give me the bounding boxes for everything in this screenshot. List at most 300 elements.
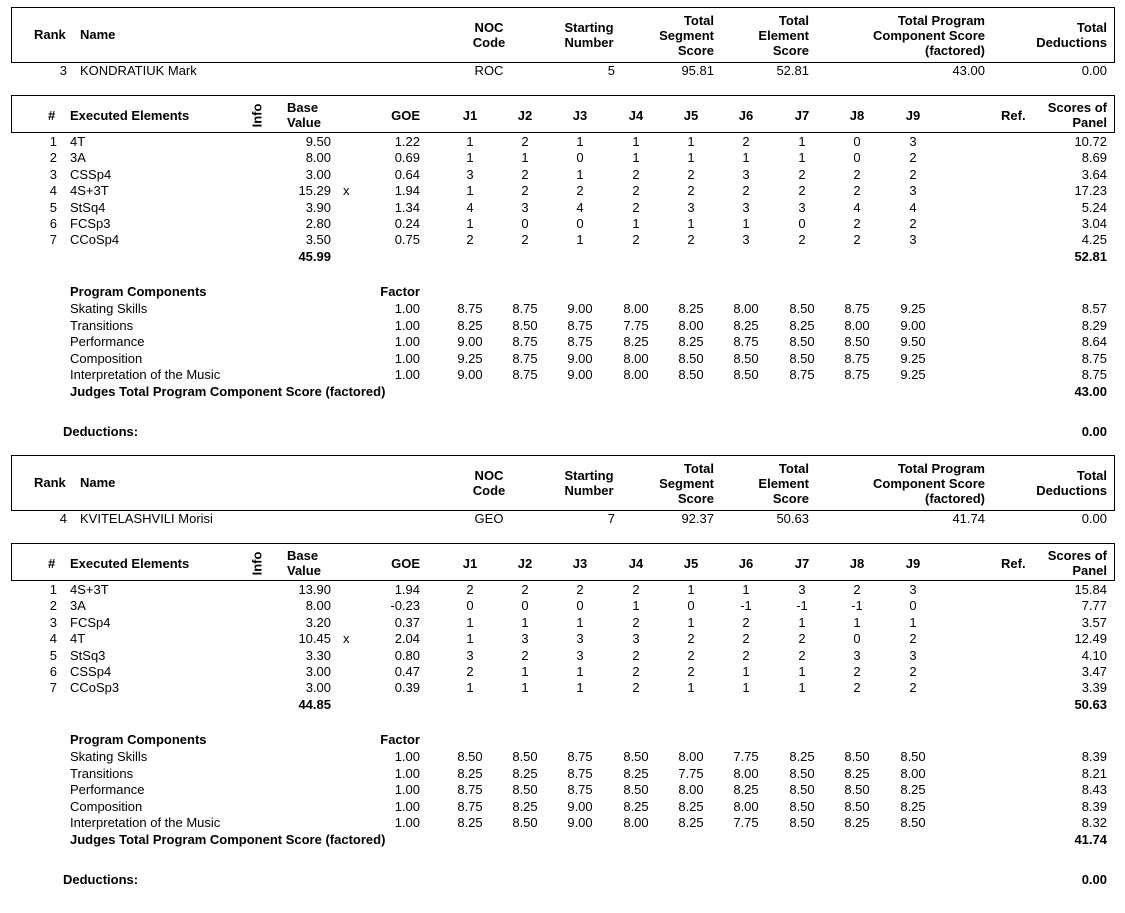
judge-header-1: J1 <box>462 108 478 123</box>
deductions-label: Deductions: <box>63 872 139 887</box>
deductions-value: 0.00 <box>1081 872 1107 887</box>
panel-header-2: Panel <box>1072 115 1107 130</box>
element-judge-8: 1 <box>853 614 861 630</box>
element-code: FCSp4 <box>70 614 111 630</box>
component-name: Skating Skills <box>70 749 148 764</box>
element-judge-9: 2 <box>909 680 917 696</box>
ded-header-1: Total <box>1076 20 1107 35</box>
tss-header-1: Total <box>683 13 714 28</box>
element-judge-2: 2 <box>521 232 529 248</box>
element-code: StSq4 <box>70 199 106 215</box>
factor-header: Factor <box>380 284 420 299</box>
element-judge-2: 0 <box>521 598 529 614</box>
element-judge-2: 1 <box>521 150 529 166</box>
element-code: StSq3 <box>70 647 106 663</box>
element-goe: 0.64 <box>394 166 420 182</box>
element-base-value: 8.00 <box>305 598 331 614</box>
element-judge-4: 2 <box>632 664 640 679</box>
start-header-1: Starting <box>564 468 614 483</box>
component-factor: 1.00 <box>394 749 420 764</box>
ref-header: Ref. <box>1001 556 1026 571</box>
element-goe: 0.37 <box>394 614 420 630</box>
element-judge-5: 2 <box>687 183 695 199</box>
element-panel-score: 3.04 <box>1081 216 1107 231</box>
judge-header-2: J2 <box>517 108 533 123</box>
component-judge-9: 8.50 <box>900 749 926 764</box>
element-code: 4S+3T <box>70 582 109 597</box>
element-base-value: 3.50 <box>305 232 331 248</box>
element-judge-5: 1 <box>687 680 695 696</box>
skater-start: 5 <box>607 63 615 78</box>
element-judge-2: 2 <box>521 134 529 149</box>
element-judge-9: 3 <box>909 134 917 149</box>
element-judge-4: 2 <box>632 232 640 248</box>
element-judge-5: 3 <box>687 199 695 215</box>
executed-header: Executed Elements <box>70 108 190 123</box>
judge-header-6: J6 <box>738 108 754 123</box>
element-number: 6 <box>49 664 57 679</box>
component-name: Transitions <box>70 765 134 781</box>
element-judge-6: -1 <box>740 598 752 614</box>
pc-title: Program Components <box>70 732 207 747</box>
component-judge-1: 8.25 <box>457 317 483 333</box>
noc-header-1: NOC <box>474 20 504 35</box>
element-panel-score: 17.23 <box>1074 183 1107 199</box>
rank-header: Rank <box>34 27 66 42</box>
component-judge-2: 8.75 <box>512 334 538 349</box>
element-judge-9: 2 <box>909 631 917 647</box>
pcs-header-2: Component Score <box>873 476 985 491</box>
component-judge-4: 8.50 <box>623 782 649 797</box>
factor-header: Factor <box>380 732 420 747</box>
tss-header-1: Total <box>683 461 714 476</box>
name-header: Name <box>80 27 116 42</box>
component-factor: 1.00 <box>394 782 420 797</box>
element-judge-8: 2 <box>853 680 861 696</box>
element-judge-9: 2 <box>909 166 917 182</box>
element-judge-2: 2 <box>521 582 529 597</box>
component-judge-8: 8.75 <box>844 350 870 366</box>
tss-header-3: Score <box>677 43 714 58</box>
element-judge-1: 2 <box>466 664 474 679</box>
element-goe: 1.22 <box>394 134 420 149</box>
element-code: CSSp4 <box>70 166 112 182</box>
element-code: CCoSp4 <box>70 232 120 248</box>
component-panel-score: 8.75 <box>1081 367 1107 382</box>
element-judge-9: 2 <box>909 216 917 231</box>
base-header-1: Base <box>287 100 319 115</box>
component-judge-6: 8.25 <box>733 317 759 333</box>
component-judge-8: 8.75 <box>844 301 870 316</box>
element-goe: 0.69 <box>394 150 420 166</box>
element-judge-7: 1 <box>798 150 806 166</box>
element-judge-4: 2 <box>632 199 640 215</box>
element-base-value: 3.00 <box>305 166 331 182</box>
component-judge-1: 9.25 <box>457 350 483 366</box>
judge-header-3: J3 <box>572 556 588 571</box>
component-judge-7: 8.50 <box>789 815 815 830</box>
element-judge-7: 2 <box>798 183 806 199</box>
element-judge-8: 2 <box>853 232 861 248</box>
element-judge-7: 0 <box>798 216 806 231</box>
judge-header-5: J5 <box>683 556 699 571</box>
component-judge-2: 8.50 <box>512 749 538 764</box>
pc-title: Program Components <box>70 284 207 299</box>
element-judge-8: 0 <box>853 631 861 647</box>
noc-header-2: Code <box>472 35 506 50</box>
element-code: 4T <box>70 134 86 149</box>
skater-tes: 52.81 <box>776 63 809 78</box>
element-judge-6: 2 <box>742 134 750 149</box>
component-judge-6: 8.50 <box>733 350 759 366</box>
component-judge-9: 9.25 <box>900 301 926 316</box>
elements-total: 50.63 <box>1074 697 1107 712</box>
component-judge-8: 8.00 <box>844 317 870 333</box>
component-judge-1: 9.00 <box>457 367 483 382</box>
component-factor: 1.00 <box>394 815 420 830</box>
element-judge-3: 1 <box>576 680 584 696</box>
element-judge-3: 3 <box>576 631 584 647</box>
skater-rank: 4 <box>59 511 67 526</box>
element-code: 3A <box>70 150 86 166</box>
component-judge-4: 8.00 <box>623 350 649 366</box>
pcs-total: 41.74 <box>1074 832 1107 847</box>
element-base-value: 3.00 <box>305 680 331 696</box>
start-header-2: Number <box>564 483 614 498</box>
element-judge-3: 2 <box>576 183 584 199</box>
component-judge-7: 8.50 <box>789 798 815 814</box>
judge-header-7: J7 <box>794 556 810 571</box>
element-code: 4T <box>70 631 86 647</box>
element-judge-7: 2 <box>798 232 806 248</box>
component-judge-6: 7.75 <box>733 815 759 830</box>
element-number: 3 <box>49 614 57 630</box>
element-judge-1: 1 <box>466 150 474 166</box>
element-base-value: 2.80 <box>305 216 331 231</box>
element-judge-2: 3 <box>521 631 529 647</box>
element-number: 1 <box>49 134 57 149</box>
component-name: Performance <box>70 334 145 349</box>
element-judge-4: 1 <box>632 150 640 166</box>
component-judge-2: 8.25 <box>512 765 538 781</box>
element-judge-9: 3 <box>909 232 917 248</box>
panel-header-1: Scores of <box>1047 100 1107 115</box>
ded-header-2: Deductions <box>1036 483 1107 498</box>
element-judge-1: 1 <box>466 680 474 696</box>
skater-noc: GEO <box>474 511 504 526</box>
element-panel-score: 4.10 <box>1081 647 1107 663</box>
num-header: # <box>48 108 56 123</box>
component-judge-3: 9.00 <box>567 301 593 316</box>
element-judge-3: 3 <box>576 647 584 663</box>
component-judge-5: 8.00 <box>678 749 704 764</box>
element-judge-2: 1 <box>521 680 529 696</box>
element-judge-6: 1 <box>742 216 750 231</box>
element-judge-3: 1 <box>576 664 584 679</box>
element-x-flag: x <box>343 183 350 199</box>
judge-header-7: J7 <box>794 108 810 123</box>
element-panel-score: 10.72 <box>1074 134 1107 149</box>
component-judge-3: 8.75 <box>567 765 593 781</box>
component-judge-4: 8.25 <box>623 798 649 814</box>
skater-rank: 3 <box>59 63 67 78</box>
pcs-header-2: Component Score <box>873 28 985 43</box>
component-judge-9: 8.50 <box>900 815 926 830</box>
element-judge-4: 2 <box>632 166 640 182</box>
info-header: Info <box>249 103 265 128</box>
element-panel-score: 15.84 <box>1074 582 1107 597</box>
start-header-1: Starting <box>564 20 614 35</box>
component-judge-4: 7.75 <box>623 317 649 333</box>
component-name: Composition <box>70 350 143 366</box>
element-judge-5: 1 <box>687 614 695 630</box>
component-judge-7: 8.75 <box>789 367 815 382</box>
element-judge-8: 2 <box>853 166 861 182</box>
element-number: 2 <box>49 150 57 166</box>
component-judge-2: 8.50 <box>512 317 538 333</box>
element-judge-3: 1 <box>576 166 584 182</box>
element-base-value: 9.50 <box>305 134 331 149</box>
element-judge-3: 0 <box>576 216 584 231</box>
element-panel-score: 5.24 <box>1081 199 1107 215</box>
component-judge-1: 8.50 <box>457 749 483 764</box>
element-goe: 0.24 <box>394 216 420 231</box>
skater-ded: 0.00 <box>1081 63 1107 78</box>
component-panel-score: 8.39 <box>1081 798 1107 814</box>
component-judge-6: 8.75 <box>733 334 759 349</box>
component-judge-7: 8.50 <box>789 765 815 781</box>
component-judge-9: 8.00 <box>900 765 926 781</box>
component-panel-score: 8.39 <box>1081 749 1107 764</box>
goe-header: GOE <box>391 108 420 123</box>
element-judge-8: 0 <box>853 134 861 149</box>
component-judge-7: 8.50 <box>789 782 815 797</box>
component-judge-6: 8.00 <box>733 301 759 316</box>
element-panel-score: 7.77 <box>1081 598 1107 614</box>
element-code: 4S+3T <box>70 183 109 199</box>
component-judge-8: 8.75 <box>844 367 870 382</box>
element-judge-1: 0 <box>466 598 474 614</box>
component-panel-score: 8.32 <box>1081 815 1107 830</box>
component-panel-score: 8.43 <box>1081 782 1107 797</box>
panel-header-2: Panel <box>1072 563 1107 578</box>
element-judge-5: 2 <box>687 631 695 647</box>
component-judge-1: 8.75 <box>457 798 483 814</box>
component-panel-score: 8.57 <box>1081 301 1107 316</box>
element-judge-6: 1 <box>742 680 750 696</box>
component-judge-3: 9.00 <box>567 815 593 830</box>
element-number: 7 <box>49 232 57 248</box>
start-header-2: Number <box>564 35 614 50</box>
tes-header-3: Score <box>772 43 809 58</box>
component-factor: 1.00 <box>394 765 420 781</box>
component-judge-1: 8.25 <box>457 765 483 781</box>
tes-header-1: Total <box>778 461 809 476</box>
element-judge-7: 1 <box>798 664 806 679</box>
skater-pcs: 43.00 <box>952 63 985 78</box>
element-judge-5: 1 <box>687 216 695 231</box>
element-code: CSSp4 <box>70 664 112 679</box>
skater-ded: 0.00 <box>1081 511 1107 526</box>
element-judge-1: 1 <box>466 614 474 630</box>
pcs-header-3: (factored) <box>925 491 985 506</box>
component-panel-score: 8.21 <box>1081 765 1107 781</box>
deductions-label: Deductions: <box>63 424 139 439</box>
tss-header-2: Segment <box>659 476 714 491</box>
element-number: 4 <box>49 183 57 199</box>
skater-start: 7 <box>607 511 615 526</box>
element-judge-6: 2 <box>742 614 750 630</box>
base-total: 44.85 <box>298 697 331 712</box>
skater-name: KVITELASHVILI Morisi <box>80 511 213 526</box>
component-name: Interpretation of the Music <box>70 367 221 382</box>
component-judge-8: 8.25 <box>844 815 870 830</box>
component-judge-5: 8.25 <box>678 301 704 316</box>
element-judge-1: 2 <box>466 232 474 248</box>
component-factor: 1.00 <box>394 798 420 814</box>
element-panel-score: 3.57 <box>1081 614 1107 630</box>
element-judge-9: 2 <box>909 664 917 679</box>
component-judge-7: 8.50 <box>789 301 815 316</box>
element-judge-2: 1 <box>521 664 529 679</box>
element-judge-2: 1 <box>521 614 529 630</box>
element-panel-score: 3.47 <box>1081 664 1107 679</box>
element-panel-score: 3.64 <box>1081 166 1107 182</box>
element-judge-1: 2 <box>466 582 474 597</box>
skater-tss: 95.81 <box>681 63 714 78</box>
component-judge-4: 8.00 <box>623 367 649 382</box>
base-header-2: Value <box>287 115 321 130</box>
component-judge-9: 9.00 <box>900 317 926 333</box>
element-judge-9: 0 <box>909 598 917 614</box>
element-judge-7: 2 <box>798 631 806 647</box>
element-number: 7 <box>49 680 57 696</box>
element-number: 3 <box>49 166 57 182</box>
component-judge-9: 9.25 <box>900 367 926 382</box>
component-judge-1: 8.75 <box>457 782 483 797</box>
component-judge-3: 8.75 <box>567 749 593 764</box>
judge-header-4: J4 <box>628 556 644 571</box>
pcs-total: 43.00 <box>1074 384 1107 399</box>
component-judge-3: 9.00 <box>567 367 593 382</box>
element-judge-6: 2 <box>742 647 750 663</box>
base-header-1: Base <box>287 548 319 563</box>
judge-header-6: J6 <box>738 556 754 571</box>
element-judge-4: 2 <box>632 582 640 597</box>
element-x-flag: x <box>343 631 350 647</box>
tss-header-2: Segment <box>659 28 714 43</box>
element-judge-2: 2 <box>521 166 529 182</box>
element-judge-5: 2 <box>687 647 695 663</box>
component-judge-3: 9.00 <box>567 350 593 366</box>
element-judge-6: 1 <box>742 582 750 597</box>
element-judge-3: 0 <box>576 150 584 166</box>
element-judge-9: 1 <box>909 614 917 630</box>
judge-header-3: J3 <box>572 108 588 123</box>
element-judge-3: 0 <box>576 598 584 614</box>
element-judge-5: 2 <box>687 166 695 182</box>
component-judge-1: 8.75 <box>457 301 483 316</box>
element-base-value: 3.20 <box>305 614 331 630</box>
element-base-value: 3.90 <box>305 199 331 215</box>
element-judge-4: 2 <box>632 680 640 696</box>
element-judge-4: 2 <box>632 183 640 199</box>
skater-tes: 50.63 <box>776 511 809 526</box>
component-judge-5: 8.25 <box>678 334 704 349</box>
component-judge-2: 8.25 <box>512 798 538 814</box>
element-judge-6: 2 <box>742 183 750 199</box>
element-goe: 1.34 <box>394 199 420 215</box>
element-number: 2 <box>49 598 57 614</box>
element-number: 5 <box>49 647 57 663</box>
component-name: Performance <box>70 782 145 797</box>
component-judge-2: 8.75 <box>512 301 538 316</box>
element-judge-1: 1 <box>466 216 474 231</box>
element-judge-9: 2 <box>909 150 917 166</box>
element-judge-2: 0 <box>521 216 529 231</box>
element-judge-3: 1 <box>576 232 584 248</box>
component-judge-3: 8.75 <box>567 317 593 333</box>
element-judge-4: 1 <box>632 216 640 231</box>
component-judge-8: 8.50 <box>844 334 870 349</box>
element-judge-7: -1 <box>796 598 808 614</box>
component-name: Interpretation of the Music <box>70 815 221 830</box>
element-judge-3: 4 <box>576 199 584 215</box>
element-panel-score: 8.69 <box>1081 150 1107 166</box>
component-factor: 1.00 <box>394 317 420 333</box>
component-panel-score: 8.29 <box>1081 317 1107 333</box>
component-judge-5: 8.25 <box>678 798 704 814</box>
component-factor: 1.00 <box>394 350 420 366</box>
element-judge-4: 2 <box>632 647 640 663</box>
component-judge-7: 8.50 <box>789 350 815 366</box>
element-judge-6: 1 <box>742 150 750 166</box>
component-judge-2: 8.50 <box>512 782 538 797</box>
element-judge-8: -1 <box>851 598 863 614</box>
element-panel-score: 12.49 <box>1074 631 1107 647</box>
element-judge-7: 3 <box>798 582 806 597</box>
component-judge-5: 8.50 <box>678 350 704 366</box>
element-base-value: 15.29 <box>298 183 331 199</box>
component-judge-7: 8.50 <box>789 334 815 349</box>
element-judge-6: 2 <box>742 631 750 647</box>
component-panel-score: 8.64 <box>1081 334 1107 349</box>
element-judge-2: 2 <box>521 183 529 199</box>
element-judge-2: 3 <box>521 199 529 215</box>
element-judge-9: 3 <box>909 582 917 597</box>
component-judge-2: 8.50 <box>512 815 538 830</box>
component-judge-6: 7.75 <box>733 749 759 764</box>
element-judge-3: 1 <box>576 134 584 149</box>
component-judge-4: 8.00 <box>623 815 649 830</box>
element-judge-5: 1 <box>687 150 695 166</box>
component-factor: 1.00 <box>394 367 420 382</box>
element-judge-9: 4 <box>909 199 917 215</box>
element-judge-4: 1 <box>632 598 640 614</box>
element-base-value: 10.45 <box>298 631 331 647</box>
judge-header-8: J8 <box>849 108 865 123</box>
component-judge-9: 8.25 <box>900 782 926 797</box>
element-judge-7: 1 <box>798 680 806 696</box>
component-judge-6: 8.50 <box>733 367 759 382</box>
pcs-header-1: Total Program <box>897 13 985 28</box>
element-judge-4: 3 <box>632 631 640 647</box>
element-judge-7: 1 <box>798 614 806 630</box>
component-judge-3: 8.75 <box>567 334 593 349</box>
element-judge-6: 3 <box>742 166 750 182</box>
element-judge-9: 3 <box>909 647 917 663</box>
element-judge-4: 1 <box>632 134 640 149</box>
